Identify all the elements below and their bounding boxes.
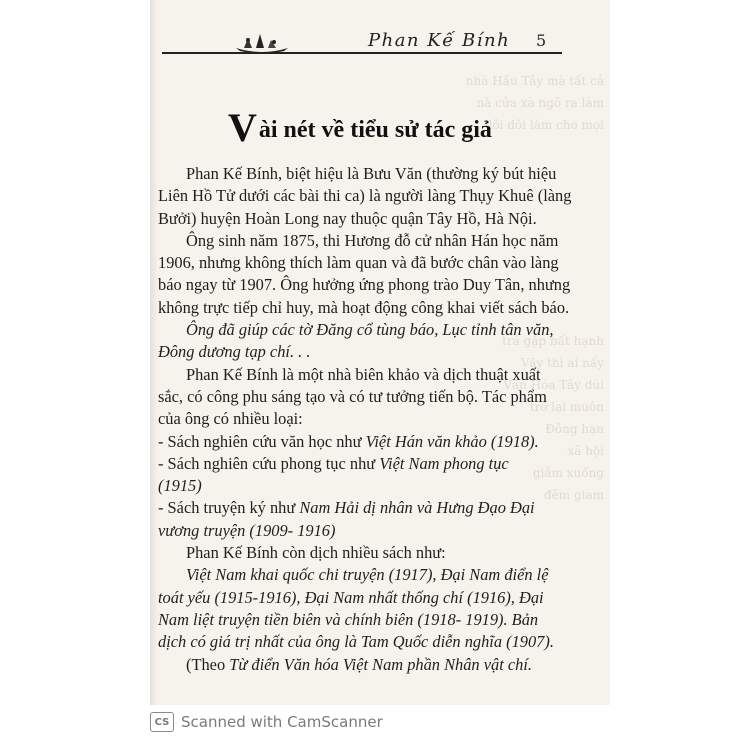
list-item-cont: (1915) (158, 476, 202, 496)
book-title: Việt Nam phong tục (379, 453, 509, 473)
list-item-text: - Sách nghiên cứu văn học như (158, 431, 366, 451)
text-line: không trực tiếp chỉ huy, mà hoạt động công khai viết sách báo. (158, 297, 570, 317)
text-line: Ông sinh năm 1875, thi Hương đỗ cử nhân Hán học năm (186, 230, 559, 250)
text-line: của ông có nhiều loại: (158, 409, 303, 429)
list-item-text: - Sách nghiên cứu phong tục như (158, 453, 380, 473)
text-line: Đông dương tạp chí. . . (158, 342, 311, 362)
bleed-line: Đông hạn (545, 422, 604, 436)
text-line: Phan Kế Bính còn dịch nhiều sách như: (186, 543, 446, 563)
citation-text: (Theo (186, 654, 230, 674)
header-divider (162, 52, 562, 54)
text-line: Liên Hồ Tử dưới các bài thi ca) là người làng Thụy Khuê (làng (158, 186, 572, 206)
text-line: báo ngay từ 1907. Ông hưởng ứng phong trào Duy Tân, nhưng (158, 275, 571, 295)
running-header (150, 28, 610, 58)
list-item (158, 431, 564, 453)
text-line: toát yếu (1915-1916), Đại Nam nhất thống chí (1916), Đại (158, 587, 544, 607)
chapter-dropcap: V (228, 105, 257, 150)
bleed-line: nà cửa xà ngõ ra làm (476, 96, 604, 110)
book-title: Việt Hán văn khảo (1918). (365, 431, 539, 451)
list-item-cont: vương truyện (1909- 1916) (158, 520, 336, 540)
book-page (150, 0, 610, 705)
chapter-title (228, 105, 492, 150)
text-line: Bưởi) huyện Hoàn Long nay thuộc quận Tây Hồ, Hà Nội. (158, 208, 537, 228)
bleed-line: lôi dõi làm cho mọi (488, 118, 604, 132)
watermark-text: Scanned with CamScanner (181, 713, 383, 731)
list-item (158, 453, 564, 475)
bleed-line: xã hội (567, 444, 604, 458)
boat-ornament-icon (234, 32, 290, 54)
bleed-line: giảm xuống (532, 466, 604, 480)
citation-source: Từ điển Văn hóa Việt Nam phần Nhân vật chí. (229, 654, 532, 674)
text-line: Phan Kế Bính là một nhà biên khảo và dịch thuật xuất (186, 364, 541, 384)
bleed-line: nhà Hầu Tây mà tất cả (465, 74, 604, 88)
text-line: Việt Nam khai quốc chi truyện (1917), Đại Nam điển lệ (186, 565, 549, 585)
page-number: 5 (536, 31, 547, 50)
chapter-title-rest: ài nét về tiểu sử tác giả (258, 117, 492, 143)
text-line: Nam liệt truyện tiền biên và chính biên (1918- 1919). Bản (158, 609, 539, 629)
text-line: dịch có giá trị nhất của ông là Tam Quốc diễn nghĩa (1907). (158, 632, 554, 652)
text-line: Ông đã giúp các tờ Đăng cổ tùng báo, Lục tỉnh tân văn, (186, 320, 554, 340)
bleed-line: trả gặp bất hạnh (502, 334, 604, 348)
text-line: sắc, có công phu sáng tạo và có tư tưởng tiến bộ. Tác phẩm (158, 386, 547, 406)
running-title: Phan Kế Bính (368, 30, 511, 51)
citation (158, 654, 564, 676)
scanner-watermark (150, 707, 383, 737)
text-line: 1906, nhưng không thích làm quan và đã bước chân vào làng (158, 253, 559, 273)
bleed-line: Văn Hóa Tây dùi (503, 378, 604, 392)
bleed-line: Vậy thì ai nấy (520, 356, 604, 370)
list-item (158, 497, 564, 519)
camscanner-logo-icon: CS (150, 712, 174, 732)
text-line: Phan Kế Bính, biệt hiệu là Bưu Văn (thường ký bút hiệu (186, 164, 557, 183)
bleed-line: đêm giam (543, 488, 604, 502)
book-title: Nam Hải dị nhân và Hưng Đạo Đại (299, 498, 535, 518)
list-item-text: - Sách truyện ký như (158, 498, 300, 518)
page-gutter-shadow (150, 0, 158, 705)
bleed-line: trở lại muôn (529, 400, 604, 414)
